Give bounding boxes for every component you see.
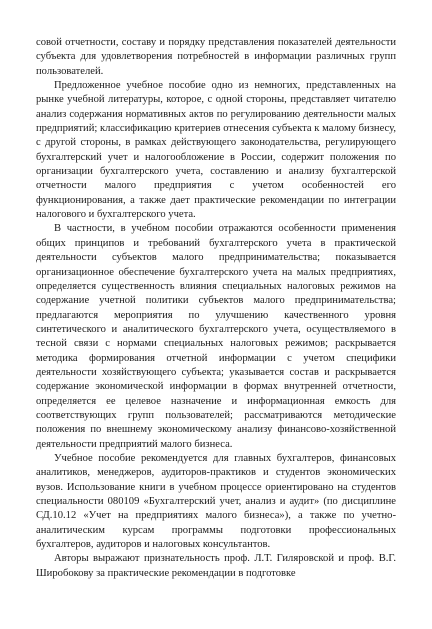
paragraph-target-audience: Учебное пособие рекомендуется для главных бухгалтеров, финансовых аналитиков, менеджеров, аудиторов-практиков и студентов экономических вузов. Использование книги в учебном процессе ориентировано на студентов специальности 080109 «Бухгалтерский учет, анализ и аудит» (по дисциплине СД.10.12 «Учет на предприятиях малого бизнеса»), а также по учетно-аналитическим курсам программы подготовки профессиональных бухгалтеров, аудиторов и налоговых консультантов. xyxy=(36,452,396,551)
paragraph-textbook-overview: Предложенное учебное пособие одно из немногих, представленных на рынке учебной литературы, которое, с одной стороны, представляет читателю анализ содержания нормативных актов по регулированию деятельности малых предприятий; классификацию критериев отнесения субъекта к малому бизнесу, с другой стороны, в рамках действующего законодательства, регулирующего бухгалтерский учет и налогообложение в России, содержит положения по организации бухгалтерского учета, составлению и анализу бухгалтерской отчетности малого предприятия с учетом особенностей его функционирования, а также дает практические рекомендации по интеграции налогового и бухгалтерского учета. xyxy=(36,80,396,221)
paragraph-acknowledgements: Авторы выражают признательность проф. Л.Т. Гиляровской и проф. В.Г. Широбокову за практические рекомендации в подготовке xyxy=(36,553,396,579)
paragraph-continuation: совой отчетности, составу и порядку представления показателей деятельности субъекта для удовлетворения потребностей в информации различных групп пользователей. xyxy=(36,37,396,77)
paragraph-textbook-specifics: В частности, в учебном пособии отражаются особенности применения общих принципов и требований бухгалтерского учета в практической деятельности субъектов малого предпринимательства; показывается организационное обеспечение бухгалтерского учета на малых предприятиях, определяется существенность влияния специальных налоговых режимов на содержание учетной политики субъектов малого предпринимательства; предлагаются мероприятия по улучшению качественного уровня синтетического и аналитического бухгалтерского учета, осуществляемого в тесной связи с нормами специальных налоговых режимов; раскрывается методика формирования отчетной информации с учетом специфики деятельности хозяйствующего субъекта; указывается состав и раскрывается содержание экономической информации в формах внутренней отчетности, определяется ее целевое назначение и информационная емкость для соответствующих групп пользователей; рассматриваются методические положения по внешнему экономическому анализу финансово-хозяйственной деятельности предприятий малого бизнеса. xyxy=(36,223,396,450)
